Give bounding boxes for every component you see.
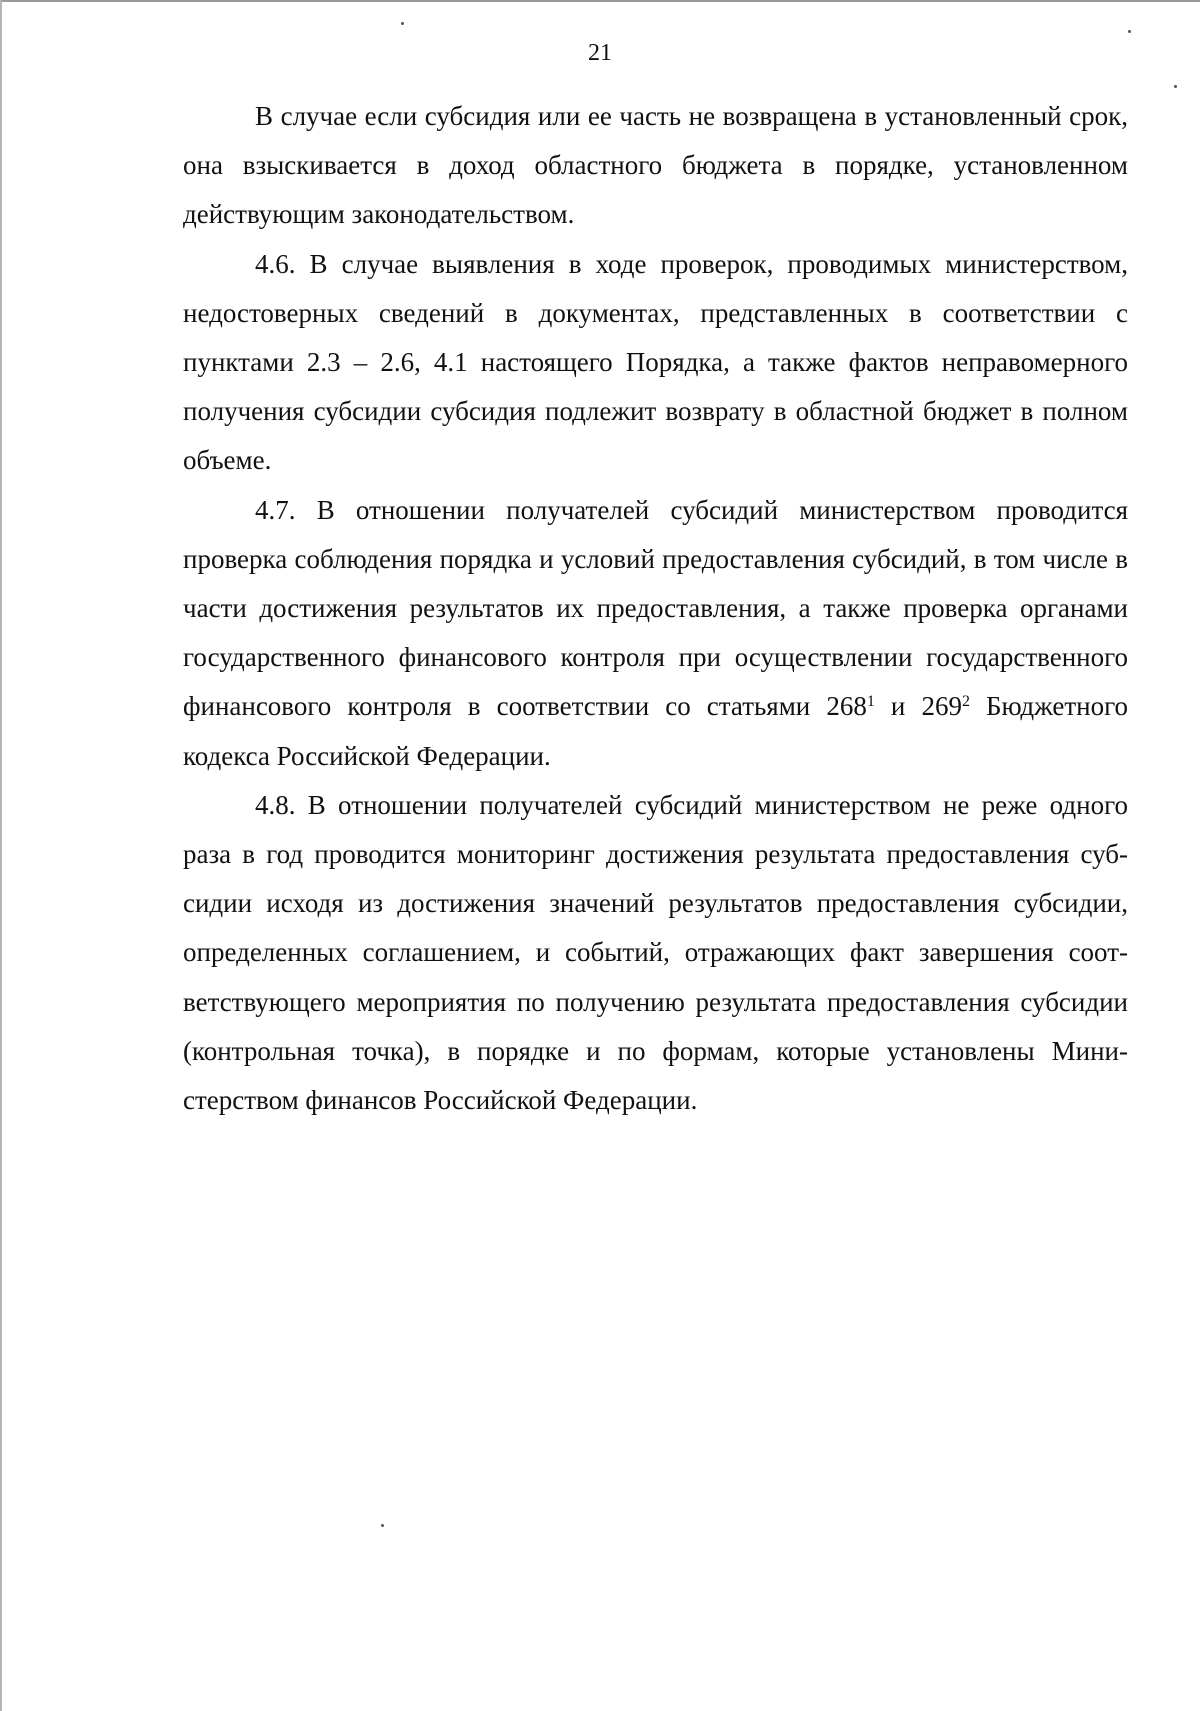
scan-speck (1174, 85, 1177, 88)
paragraph-subsidy-return: В случае если субсидия или ее часть не возвращена в установленный срок, она взыскивается в доход областного бюджета в порядке, установленном действующим законодательством. (183, 101, 1128, 230)
paragraph-4-7-text-after: Бюджетного кодекса Российской Федерации. (183, 691, 1129, 771)
paragraph-4-7-text-middle: и 269 (874, 691, 962, 722)
document-body (183, 92, 1128, 1125)
paragraph-4-6: 4.6. В случае выявления в ходе проверок, проводимых министерством, недостоверных сведений в документах, представленных в соответствии с пунктами 2.3 – 2.6, 4.1 настоящего Порядка, а также фактов неправомерного получения субсидии субсидия подлежит возврату в областной бюджет в полном объеме. (183, 248, 1128, 476)
scan-speck (401, 22, 404, 25)
scan-speck (1128, 30, 1131, 33)
scan-speck (381, 1524, 384, 1527)
scan-edge-top (0, 0, 1200, 2)
page-number: 21 (588, 40, 612, 66)
paragraph-4-7-text-before: 4.7. В отношении получателей субсидий министерством проводится проверка соблюдения порядка и условий предоставления субсидий, в том числе в части достижения результатов их предоставления, а также проверка органами государственного финансового контроля при осуществлении государственного финансового контроля в соответствии со статьями 268 (183, 494, 1128, 722)
paragraph-4-7 (183, 486, 1128, 781)
superscript-article-268: 1 (866, 693, 875, 711)
superscript-article-269: 2 (961, 693, 970, 711)
paragraph-4-8: 4.8. В отношении получателей субсидий министерством не реже одного раза в год проводится мониторинг достижения результата предоставления субсидии исходя из достижения значений результатов предоставления субсидии, определенных соглашением, и событий, отражающих факт завершения соответствующего мероприятия по получению результата предоставления субсидии (контрольная точка), в порядке и по формам, которые установлены Министерством финансов Российской Федерации. (183, 789, 1128, 1116)
scan-edge-left (0, 0, 2, 1711)
